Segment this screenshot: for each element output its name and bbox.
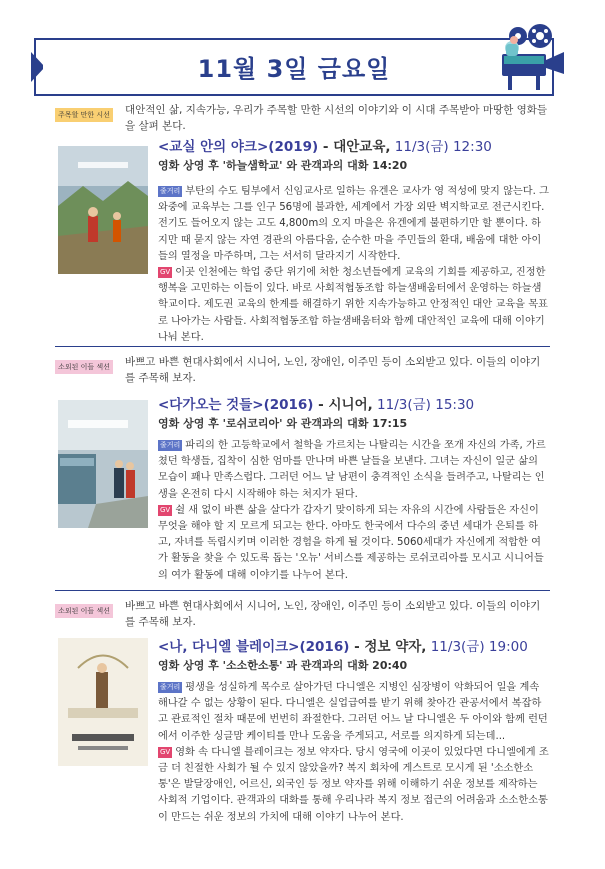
plot-paragraph xyxy=(158,438,550,503)
gv-tag: GV xyxy=(160,505,171,514)
section-intro: 바쁘고 바쁜 현대사회에서 시니어, 노인, 장애인, 이주민 등이 소외받고 있다. 이들의 이야기를 주목해 보자. xyxy=(125,600,541,628)
plot-tag: 줄거리 xyxy=(160,441,181,449)
section-badge: 소외된 이들 섹션 xyxy=(55,604,113,618)
film-title: <다가오는 것들>(2016) xyxy=(158,397,314,413)
plot-paragraph xyxy=(158,680,550,745)
title-separator: - xyxy=(349,639,365,655)
film-poster-yak xyxy=(58,146,148,274)
film-title: <교실 안의 야크>(2019) xyxy=(158,139,319,155)
film-entry xyxy=(158,638,550,826)
plot-tag: 줄거리 xyxy=(160,187,181,195)
title-separator: - xyxy=(318,139,334,155)
audience-talk: 영화 상영 후 '로쉬코리아' 와 관객과의 대화 17:15 xyxy=(158,417,408,430)
plot-tag: 줄거리 xyxy=(160,683,181,691)
audience-talk: 영화 상영 후 '소소한소통' 과 관객과의 대화 20:40 xyxy=(158,659,408,672)
film-section-name: 시니어, xyxy=(328,397,373,413)
section-badge: 소외된 이들 섹션 xyxy=(55,360,113,374)
gv-text: 이곳 인천에는 학업 중단 위기에 처한 청소년들에게 교육의 기회를 제공하고, 진정한 행복을 고민하는 이들이 있다. 바로 사회적협동조합 하늘샘배움터에서 운영하는 하늘샘학교이다. 제도권 교육의 한계를 해결하기 위한 지속가능하고 안정적인 대안 교육을 목표로 나아가는 사람들. 사회적협동조합 하늘샘배움터와 함께 대안적인 교육에 대해 이야기 나눠 본다. xyxy=(158,267,548,343)
film-datetime: 11/3(금) 19:00 xyxy=(426,639,528,655)
section-header xyxy=(55,102,550,142)
section-marginalized-2 xyxy=(55,598,550,823)
page-title: 11월 3일 금요일 xyxy=(197,55,391,83)
film-title: <나, 다니엘 블레이크>(2016) xyxy=(158,639,350,655)
section-badge: 주목할 만한 시선 xyxy=(55,108,113,122)
section-header xyxy=(55,354,550,394)
gv-paragraph xyxy=(158,745,550,826)
section-notable-views xyxy=(55,102,550,343)
film-title-line xyxy=(158,138,550,156)
plot-text: 부탄의 수도 팀부에서 신임교사로 일하는 유겐은 교사가 영 적성에 맞지 않는다. 그와중에 교육부는 그를 인구 56명에 불과한, 세계에서 가장 외딴 벽지학교로 전근시킨다. 전기도 들어오지 않는 고도 4,800m의 오지 마을은 유겐에게 불편하기만 할 뿐이다. 하지만 때 묻지 않는 자연 경관의 아름다움, 순수한 마을 주민들의 환대, 배움에 대한 아이들의 열정을 마주하며, 그는 서서히 달라지기 시작한다. xyxy=(158,186,549,262)
film-entry xyxy=(158,396,550,584)
section-divider xyxy=(55,590,550,591)
film-poster-daniel-blake xyxy=(58,638,148,766)
gv-text: 쉴 새 없이 바쁜 삶을 살다가 갑자기 맞이하게 되는 자유의 시간에 사람들은 자신이 무엇을 해야 할 지 모르게 되고는 한다. 아마도 한국에서 다수의 중년 세대가 은퇴를 하고, 자녀를 독립시키며 이러한 경험을 하게 될 것이다. 5060세대가 자신에게 적합한 여가 활동을 찾을 수 있도록 돕는 '오뉴' 서비스를 제공하는 로쉬코리아를 모시고 시니어들의 여가 활동에 대해 이야기를 나누어 본다. xyxy=(158,504,544,581)
film-datetime: 11/3(금) 15:30 xyxy=(372,397,475,413)
film-datetime: 11/3(금) 12:30 xyxy=(390,139,492,155)
film-poster-things-to-come xyxy=(58,400,148,528)
film-title-line xyxy=(158,638,550,656)
film-entry xyxy=(158,138,550,346)
gv-tag: GV xyxy=(160,747,171,756)
audience-talk: 영화 상영 후 '하늘샘학교' 와 관객과의 대화 14:20 xyxy=(158,159,408,172)
page-header xyxy=(34,38,554,96)
film-section-name: 대안교육, xyxy=(333,139,391,155)
section-intro: 바쁘고 바쁜 현대사회에서 시니어, 노인, 장애인, 이주민 등이 소외받고 있다. 이들의 이야기를 주목해 보자. xyxy=(125,356,541,384)
plot-text: 파리의 한 고등학교에서 철학을 가르치는 나탈리는 시간을 쪼개 자신의 가족, 가르쳤던 학생들, 집착이 심한 엄마를 만나며 바쁜 날들을 보낸다. 그녀는 자신이 일군 삶의 모습이 꽤나 만족스럽다. 그러던 어느 날 남편이 충격적인 소식을 들려주고, 나탈리는 인생을 온전히 다시 시작해야 하는 처지가 된다. xyxy=(158,440,546,500)
gv-tag: GV xyxy=(160,268,171,277)
gv-paragraph xyxy=(158,265,550,346)
gv-text: 영화 속 다니엘 블레이크는 정보 약자다. 당시 영국에 이곳이 있었다면 다니엘에게 조금 더 친절한 사회가 될 수 있지 않았을까? 복지 회차에 게스트로 모시게 된 '소소한소통'은 발달장애인, 어르신, 외국인 등 정보 약자를 위해 이해하기 쉬운 정보를 제작하는 사회적 기업이다. 관객과의 대화를 통해 우리나라 복지 정보 접근의 어려움과 소소한소통이 만드는 쉬운 정보의 가치에 대해 이야기 나누어 본다. xyxy=(158,746,549,823)
section-divider xyxy=(55,346,550,347)
section-intro: 대안적인 삶, 지속가능, 우리가 주목할 만한 시선의 이야기와 이 시대 주목받아 마땅한 영화들을 살펴 본다. xyxy=(125,104,548,132)
title-separator: - xyxy=(313,397,329,413)
film-title-line xyxy=(158,396,550,414)
plot-text: 평생을 성실하게 목수로 살아가던 다니엘은 지병인 심장병이 악화되어 일을 계속 해나갈 수 없는 상황이 된다. 다니엘은 실업급여를 받기 위해 찾아간 관공서에서 복잡하고 관료적인 절차 때문에 번번히 좌절한다. 그러던 어느 날 다니엘은 두 아이와 함께 런던에서 이주한 싱글맘 케이티를 만나 도움을 주게되고, 서로를 의지하게 되는데... xyxy=(158,682,548,742)
gv-paragraph xyxy=(158,503,550,584)
plot-paragraph xyxy=(158,184,550,265)
section-marginalized-1 xyxy=(55,354,550,581)
film-projector-illustration xyxy=(494,14,570,94)
section-header xyxy=(55,598,550,638)
film-section-name: 정보 약자, xyxy=(364,639,427,655)
